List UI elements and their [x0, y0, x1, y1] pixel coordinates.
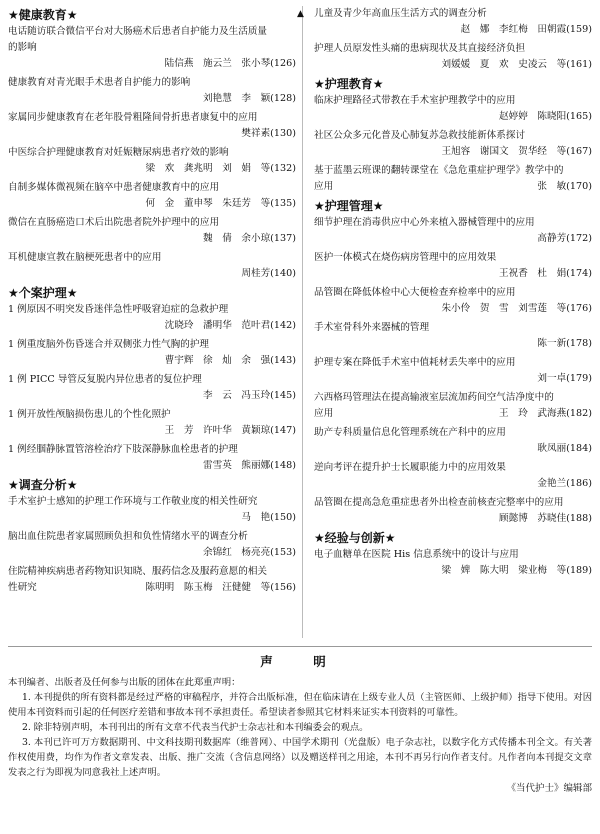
article-title: 儿童及青少年高血压生活方式的调查分析	[314, 8, 487, 19]
article-authors: 李 云 冯玉玲(145)	[203, 390, 296, 401]
article-title: 护理专案在降低手术室中值耗材丢失率中的应用	[314, 357, 516, 368]
article-authors: 梁 婢 陈大明 梁业梅 等(189)	[441, 565, 592, 576]
article-title: 逆向考评在提升护士长履职能力中的应用效果	[314, 462, 506, 473]
article-title: 自制多媒体微视频在脑卒中患者健康教育中的应用	[8, 182, 220, 193]
article-title: 医护一体模式在烧伤病房管理中的应用效果	[314, 252, 497, 263]
article-entry	[8, 337, 296, 369]
article-title: 品管圈在降低体检中心大便检查弃检率中的应用	[314, 287, 516, 298]
right-column	[314, 6, 592, 582]
article-title: 手术室骨科外来器械的管理	[314, 322, 430, 333]
article-authors: 陆信燕 施云兰 张小琴(126)	[164, 58, 296, 69]
article-entry	[8, 110, 296, 142]
article-title: 电话随访联合微信平台对大肠癌术后患者自护能力及生活质量	[8, 26, 268, 37]
section-heading: ★调查分析★	[8, 478, 78, 492]
article-title: 社区公众多元化普及心肺复苏急救技能新体系探讨	[314, 130, 526, 141]
declaration-signature: 《当代护士》编辑部	[506, 783, 592, 794]
section-heading: ★护理教育★	[314, 77, 384, 91]
article-entry	[8, 564, 296, 596]
article-authors: 赵 娜 李红梅 田朝霞(159)	[460, 24, 592, 35]
article-entry	[8, 75, 296, 107]
article-entry	[8, 494, 296, 526]
article-authors: 王旭容 谢国文 贺华经 等(167)	[441, 146, 592, 157]
article-title: 电子血糖单在医院 His 信息系统中的设计与应用	[314, 549, 519, 560]
article-title-cont: 性研究	[8, 582, 37, 593]
declaration-intro: 本刊编者、出版者及任何参与出版的团体在此郑重声明：	[8, 677, 241, 688]
article-title: 临床护理路径式带教在手术室护理教学中的应用	[314, 95, 516, 106]
article-authors: 陈明明 陈玉梅 汪健健 等(156)	[145, 582, 296, 593]
article-title: 细节护理在消毒供应中心外来植入器械管理中的应用	[314, 217, 535, 228]
article-title: 脑出血住院患者家属照顾负担和负性情绪水平的调查分析	[8, 531, 248, 542]
article-authors: 余锦红 杨亮亮(153)	[203, 547, 296, 558]
article-title: 品管圈在提高急危重症患者外出检查前核查完整率中的应用	[314, 497, 564, 508]
article-title: 中医综合护理健康教育对妊娠糖尿病患者疗效的影响	[8, 147, 229, 158]
article-authors: 张 敏(170)	[537, 181, 592, 192]
article-title-cont: 应用	[314, 181, 334, 192]
article-entry	[314, 460, 592, 492]
article-entry	[8, 215, 296, 247]
declaration-item-1: 1. 本刊提供的所有资料都是经过严格的审稿程序，并符合出版标准，但在临床请在上级专业人员（主管医师、上级护师）指导下使用。对因使用本刊资料而引起的任何医疗差错和事故本刊不承担责任。希望读者参照其它材料来证实本刊资料的可靠性。	[8, 692, 592, 718]
article-entry	[8, 372, 296, 404]
article-authors: 王 芳 许叶华 黄颖琼(147)	[164, 425, 296, 436]
article-title-line	[8, 266, 296, 282]
declaration-item-2: 2. 除非特别声明，本刊刊出的所有文章不代表当代护士杂志社和本刊编委会的观点。	[21, 722, 369, 733]
article-entry	[8, 24, 296, 72]
article-title: 耳机健康宣教在脑梗死患者中的应用	[8, 252, 162, 263]
section-heading: ★个案护理★	[8, 286, 78, 300]
article-title: 1 例重度脑外伤昏迷合并双侧张力性气胸的护理	[8, 339, 210, 350]
article-authors: 梁 欢 龚兆明 刘 娟 等(132)	[145, 163, 296, 174]
article-title: 六西格玛管理法在提高输液室层流加药间空气洁净度中的	[314, 392, 554, 403]
article-authors: 曹宇辉 徐 灿 余 强(143)	[164, 355, 296, 366]
article-title-line	[314, 179, 592, 195]
article-entry	[314, 163, 592, 195]
article-entry	[314, 320, 592, 352]
article-authors: 王 玲 武海燕(182)	[499, 408, 592, 419]
article-entry	[314, 425, 592, 457]
article-authors: 雷雪英 熊丽娜(148)	[203, 460, 296, 471]
article-title-cont: 应用	[314, 408, 334, 419]
article-title: 助产专科质量信息化管理系统在产科中的应用	[314, 427, 506, 438]
article-entry	[314, 93, 592, 125]
article-authors: 赵婷婷 陈晓阳(165)	[499, 111, 592, 122]
article-authors: 朱小伶 贺 雪 刘雪莲 等(176)	[441, 303, 592, 314]
article-title: 护理人员原发性头痛的患病现状及其直接经济负担	[314, 43, 526, 54]
article-entry	[314, 390, 592, 422]
article-entry	[8, 180, 296, 212]
article-title: 1 例原因不明突发昏迷伴急性呼吸窘迫症的急救护理	[8, 304, 229, 315]
article-title: 住院精神疾病患者药物知识知晓、服药信念及服药意愿的相关	[8, 566, 268, 577]
article-entry	[314, 495, 592, 527]
article-title: 1 例 PICC 导管反复脱内异位患者的复位护理	[8, 374, 202, 385]
article-entry	[314, 215, 592, 247]
section-divider	[8, 646, 592, 647]
section-heading: ★经验与创新★	[314, 531, 396, 545]
article-authors: 刘艳慧 李 颖(128)	[203, 93, 296, 104]
article-entry	[8, 302, 296, 334]
article-title: 1 例开放性颅脑损伤患儿的个性化照护	[8, 409, 171, 420]
article-authors: 魏 倩 余小琼(137)	[203, 233, 296, 244]
article-title: 手术室护士感知的护理工作环境与工作敬业度的相关性研究	[8, 496, 258, 507]
article-title-line	[314, 406, 592, 422]
left-column	[8, 6, 296, 599]
article-authors: 顾懿博 苏晓佳(188)	[499, 513, 592, 524]
article-title: 微信在直肠癌造口术后出院患者院外护理中的应用	[8, 217, 220, 228]
article-entry	[8, 145, 296, 177]
article-title-line	[8, 580, 296, 596]
article-title-cont: 的影响	[8, 42, 37, 53]
article-entry	[8, 442, 296, 474]
article-authors: 耿凤丽(184)	[537, 443, 592, 454]
article-authors: 陈一新(178)	[537, 338, 592, 349]
article-entry	[314, 41, 592, 73]
article-title: 基于蓝墨云班课的翻转课堂在《急危重症护理学》教学中的	[314, 165, 564, 176]
article-entry	[314, 547, 592, 579]
article-entry	[8, 529, 296, 561]
article-authors: 何 金 董申琴 朱廷芳 等(135)	[145, 198, 296, 209]
triangle-marker-icon: ▲	[297, 9, 304, 19]
article-authors: 刘一卓(179)	[537, 373, 592, 384]
declaration-item-3: 3. 本刊已许可万方数据期刊、中文科技期刊数据库（维普网）、中国学术期刊（光盘版）电子杂志社，以数字化方式传播本刊全文。有关著作权使用费，均作为作者文章发表、出版、推广交流（含信息网络）以及赠送样刊之用途，本刊不再另行向作者支付。凡作者向本刊提交文章发表之行为即视为同意我社上述声明。	[8, 737, 592, 778]
article-entry	[314, 250, 592, 282]
article-authors: 沈晓玲 潘明华 范叶君(142)	[164, 320, 296, 331]
article-entry	[314, 128, 592, 160]
article-authors: 王祝香 杜 娟(174)	[499, 268, 592, 279]
article-entry	[8, 407, 296, 439]
declaration-heading: 声 明	[260, 654, 340, 669]
article-authors: 金艳兰(186)	[537, 478, 592, 489]
article-authors: 周桂芳(140)	[241, 268, 296, 279]
article-authors: 高静芳(172)	[537, 233, 592, 244]
article-title-line	[314, 336, 592, 352]
section-heading: ★健康教育★	[8, 8, 78, 22]
article-authors: 刘媛媛 夏 欢 史凌云 等(161)	[441, 59, 592, 70]
article-entry	[314, 285, 592, 317]
article-entry	[314, 6, 592, 38]
article-title: 健康教育对青光眼手术患者自护能力的影响	[8, 77, 191, 88]
article-entry	[314, 355, 592, 387]
article-authors: 樊祥素(130)	[241, 128, 296, 139]
article-title: 家属同步健康教育在老年股骨粗隆间骨折患者康复中的应用	[8, 112, 258, 123]
article-entry	[8, 250, 296, 282]
section-heading: ★护理管理★	[314, 199, 384, 213]
column-divider	[302, 6, 303, 638]
declaration	[8, 652, 592, 796]
article-authors: 马 艳(150)	[241, 512, 296, 523]
article-title: 1 例经腘静脉置管溶栓治疗下肢深静脉血栓患者的护理	[8, 444, 238, 455]
